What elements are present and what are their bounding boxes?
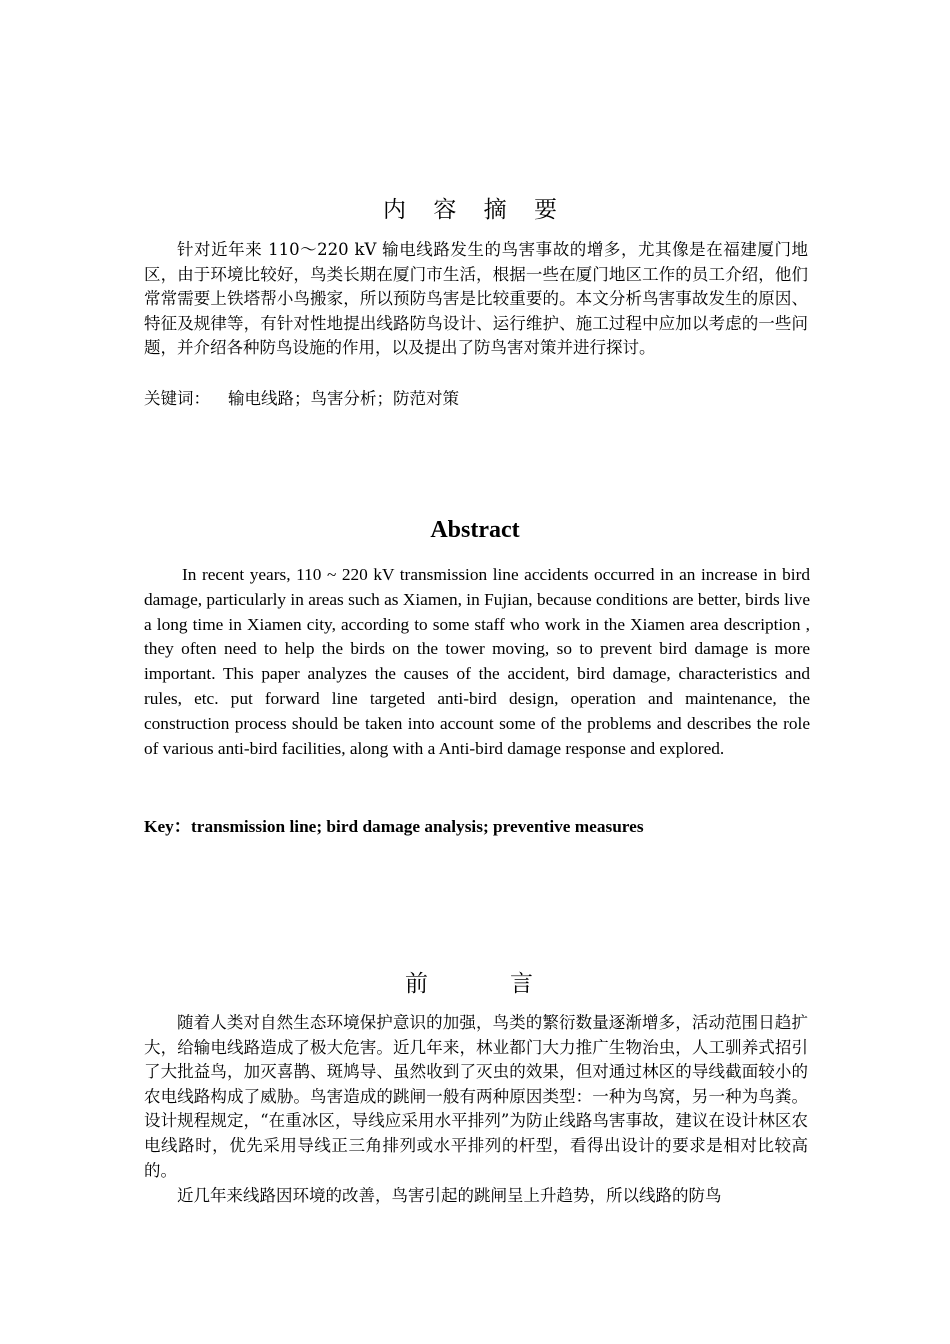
abstract-cn-keywords: 输电线路；鸟害分析；防范对策: [228, 389, 459, 408]
abstract-en-body: In recent years, 110 ~ 220 kV transmission line accidents occurred in an increase in bird damage, particularly in areas such as Xiamen, in Fujian, because conditions are better, birds live a long time in Xiamen city, according to some staff who work in the Xiamen area description , they often need to help the birds on the tower moving, so to prevent bird damage is more important. This paper analyzes the causes of the accident, bird damage, characteristics and rules, etc. put forward line targeted anti-bird design, operation and maintenance, the construction process should be taken into account some of the problems and describes the role of various anti-bird facilities, along with a Anti-bird damage response and explored.: [144, 565, 810, 758]
abstract-cn-keywords-label: 关键词：: [144, 389, 210, 408]
abstract-cn-keywords-line: [144, 387, 808, 412]
preface-title: 前 言: [405, 971, 545, 997]
abstract-en-title: Abstract: [430, 517, 520, 543]
abstract-cn-title: 内 容 摘 要: [383, 197, 567, 223]
abstract-en-keywords-label: Key：: [144, 817, 192, 836]
abstract-en-keywords-line: [144, 812, 810, 837]
preface-paragraph-2: 近几年来线路因环境的改善，鸟害引起的跳闸呈上升趋势，所以线路的防鸟: [177, 1186, 722, 1205]
abstract-en-keywords: transmission line; bird damage analysis; preventive measures: [191, 817, 644, 836]
abstract-cn-body: 针对近年来 110～220 kV 输电线路发生的鸟害事故的增多，尤其像是在福建厦门地区，由于环境比较好，鸟类长期在厦门市生活，根据一些在厦门地区工作的员工介绍，他们常常需要上铁塔帮小鸟搬家，所以预防鸟害是比较重要的。本文分析鸟害事故发生的原因、特征及规律等，有针对性地提出线路防鸟设计、运行维护、施工过程中应加以考虑的一些问题，并介绍各种防鸟设施的作用，以及提出了防鸟害对策并进行探讨。: [144, 240, 808, 358]
preface-paragraph-1: 随着人类对自然生态环境保护意识的加强，鸟类的繁衍数量逐渐增多，活动范围日趋扩大，给输电线路造成了极大危害。近几年来，林业都门大力推广生物治虫，人工驯养式招引了大批益鸟，加灭喜鹊、斑鸠导、虽然收到了灭虫的效果，但对通过林区的导线截面较小的农电线路构成了威胁。鸟害造成的跳闸一般有两种原因类型：一种为鸟窝，另一种为鸟粪。设计规程规定，“在重冰区，导线应采用水平排列”为防止线路鸟害事故，建议在设计林区农电线路时，优先采用导线正三角排列或水平排列的杆型，看得出设计的要求是相对比较高的。: [144, 1013, 808, 1180]
